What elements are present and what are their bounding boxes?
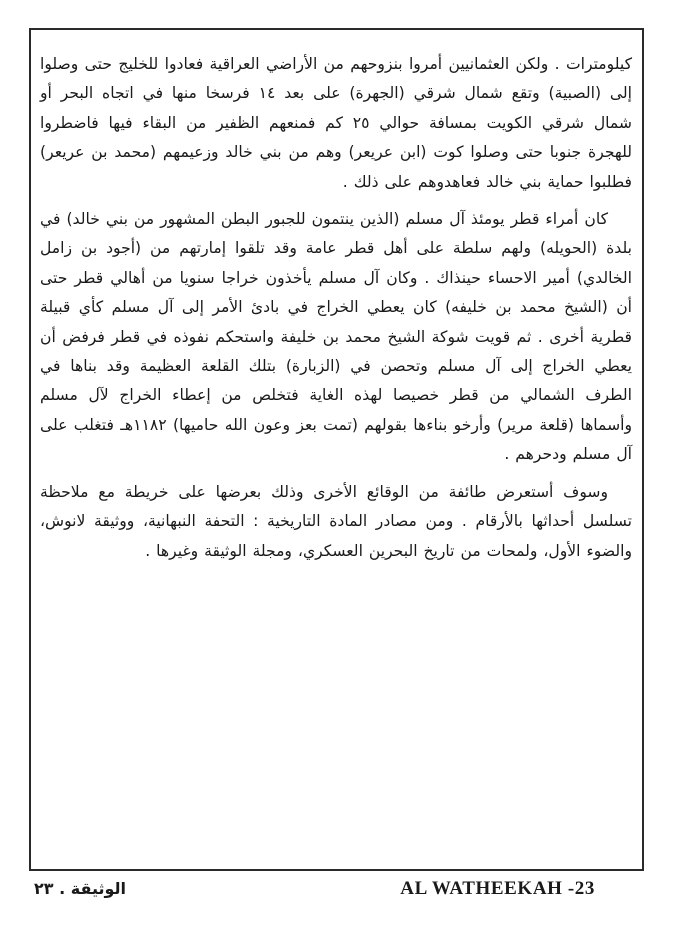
footer-arabic-page-label: الوثيقة . ٢٣ xyxy=(34,879,127,898)
paragraph-2: كان أمراء قطر يومئذ آل مسلم (الذين ينتمون للجبور البطن المشهور من بني خالد) في بلدة (الحويله) ولهم سلطة على أهل قطر عامة وقد تلقوا إمارتهم من (أجود بن زامل الخالدي) أمير الاحساء حينذاك . وكان آل مسلم يأخذون خراجا سنويا من أهالي قطر حتى أن (الشيخ محمد بن خليفه) كان يعطي الخراج في بادئ الأمر إلى آل مسلم كأي قبيلة قطرية أخرى . ثم قويت شوكة الشيخ محمد بن خليفة واستحكم نفوذه في قطر فرفض أن يعطي الخراج إلى آل مسلم وتحصن في (الزبارة) بتلك القلعة العظيمة وقد بناها في الطرف الشمالي من قطر خصيصا لهذه الغاية فتخلص من إعطاء الخراج لآل مسلم وأسماها (قلعة مرير) وأرخو بناءها بقولهم (تمت بعز وعون الله حاميها) ١١٨٢هـ فتغلب على آل مسلم ودحرهم . xyxy=(40,210,632,464)
article-body xyxy=(40,50,632,566)
paragraph-1: كيلومترات . ولكن العثمانيين أمروا بنزوحهم من الأراضي العراقية فعادوا للخليج حتى وصلوا إلى (الصبية) وتقع شمال شرقي (الجهرة) على بعد ١٤ فرسخا منها في اتجاه البحر أو شمال شرقي الكويت بمسافة حوالي ٢٥ كم فمنعهم الظفير من البقاء فيها فاضطروا للهجرة جنوبا حتى وصلوا كوت (ابن عريعر) وهم من بني خالد وزعيمهم (محمد بن عريعر) فطلبوا حماية بني خالد فعاهدوهم على ذلك . xyxy=(40,55,632,191)
footer-english-page-label: AL WATHEEKAH -23 xyxy=(400,878,595,899)
page-footer xyxy=(0,878,673,908)
paragraph-3: وسوف أستعرض طائفة من الوقائع الأخرى وذلك بعرضها على خريطة مع ملاحظة تسلسل أحداثها بالأرقام . ومن مصادر المادة التاريخية : التحفة النبهانية، ووثيقة لانوش، والضوء الأول، ولمحات من تاريخ البحرين العسكري، ومجلة الوثيقة وغيرها . xyxy=(40,482,632,560)
